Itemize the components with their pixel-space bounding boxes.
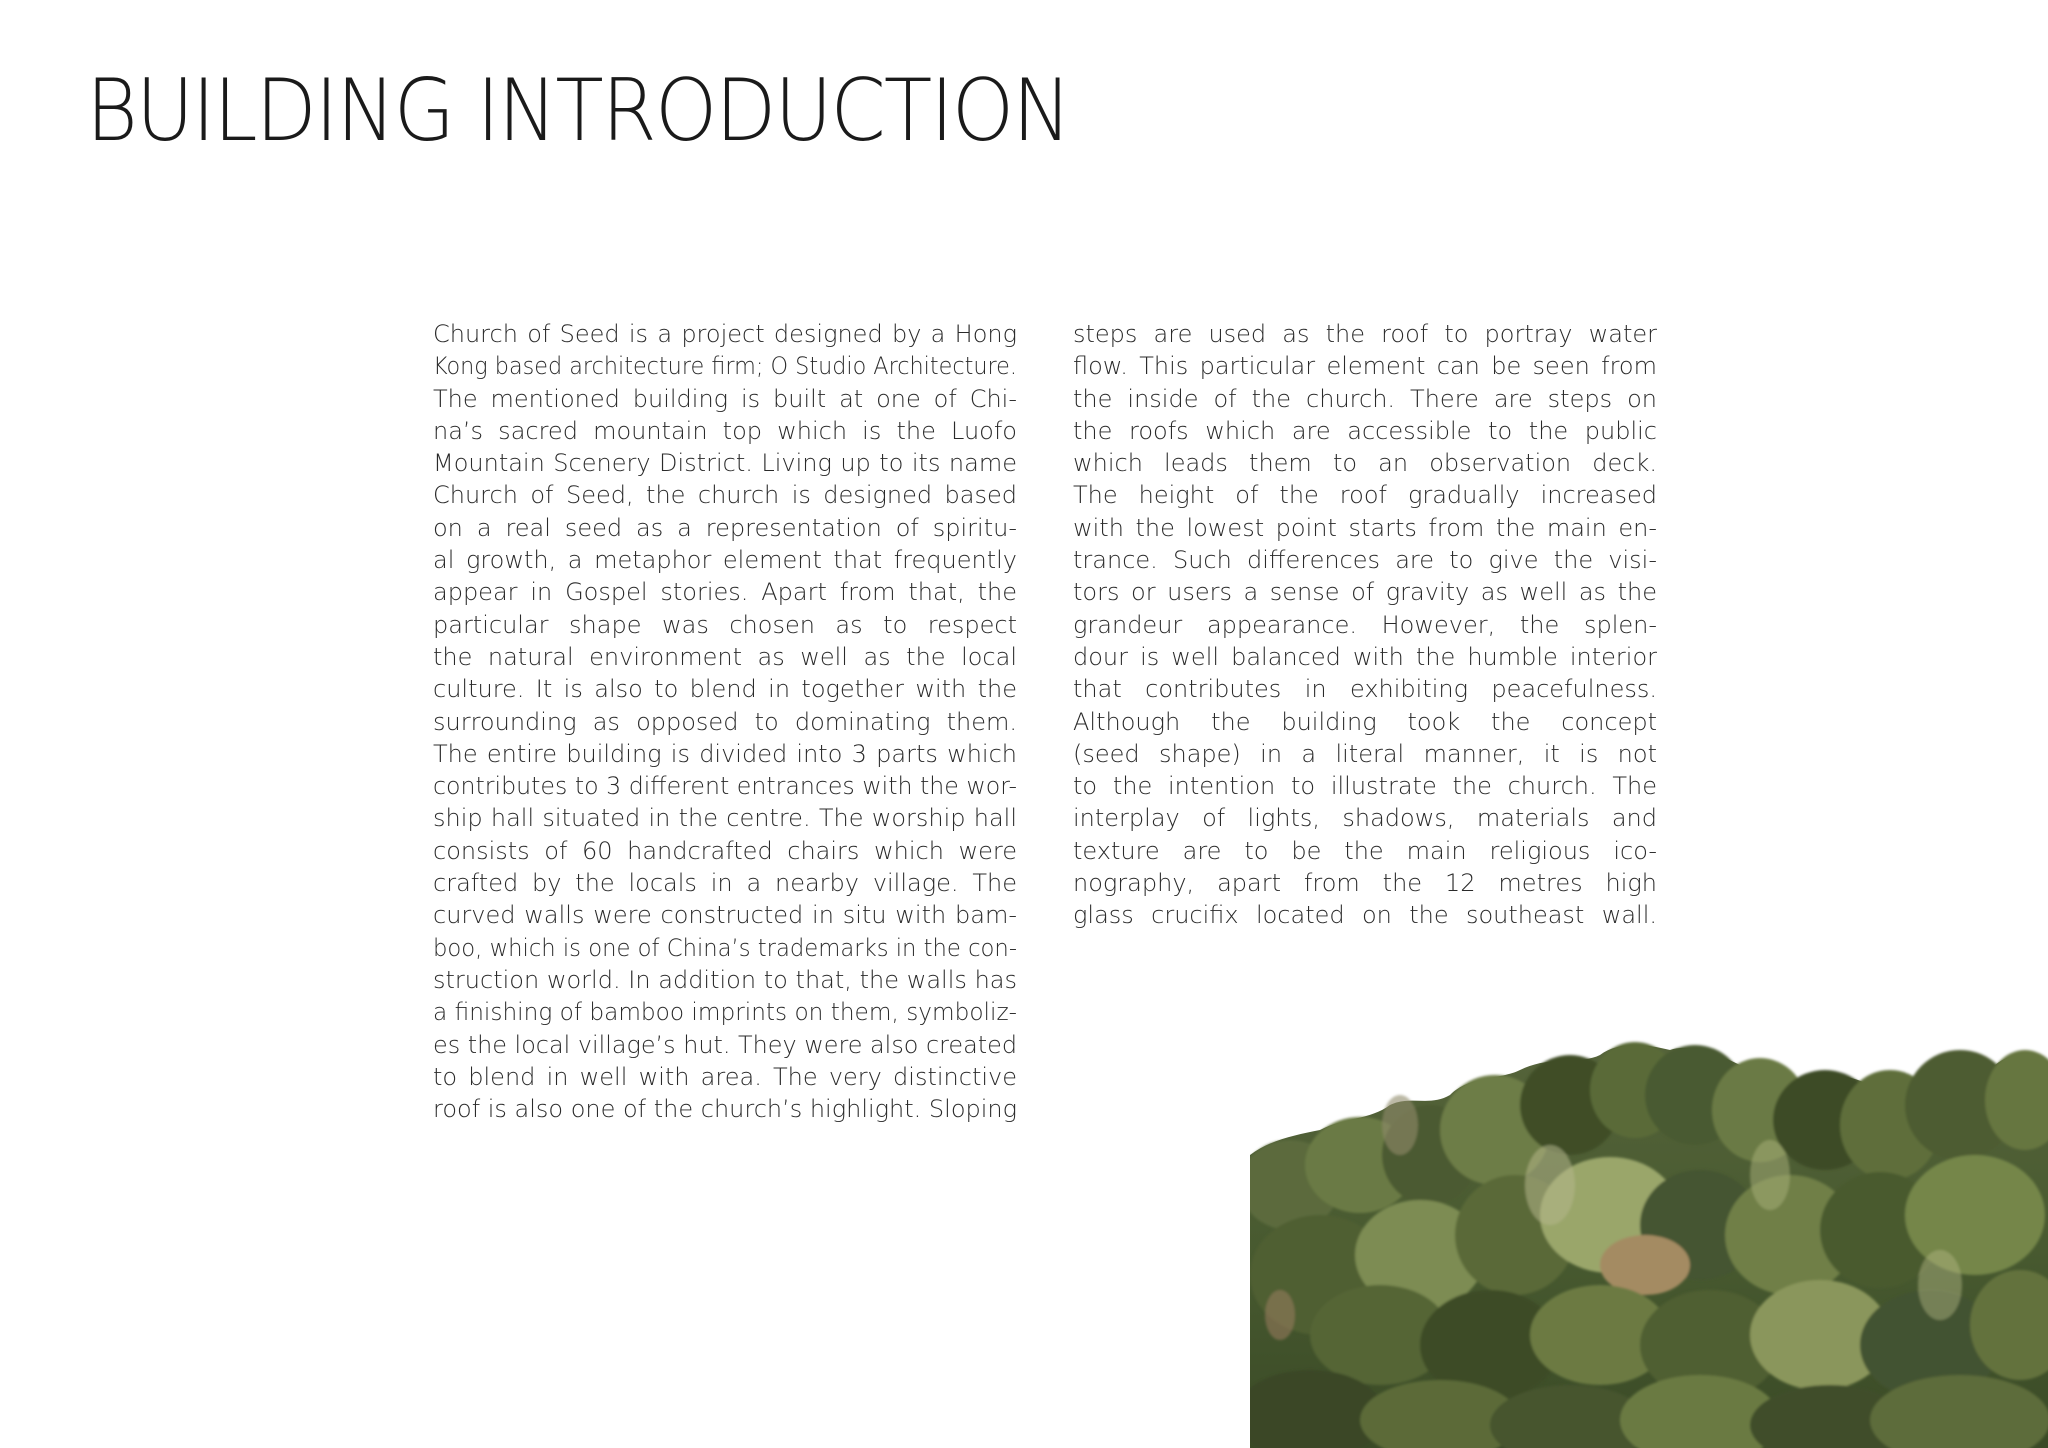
- text-line: culture. It is also to blend in together with the: [433, 675, 1017, 704]
- body-text-column-left: [433, 318, 1017, 1125]
- text-line: The mentioned building is built at one of Chi-: [433, 384, 1017, 413]
- text-line: steps are used as the roof to portray water: [1073, 320, 1657, 348]
- text-line: Mountain Scenery District. Living up to its name: [433, 449, 1017, 478]
- text-line: dour is well balanced with the humble interior: [1073, 642, 1657, 671]
- text-line: ship hall situated in the centre. The worship hall: [433, 804, 1017, 833]
- text-line: nography, apart from the 12 metres high: [1073, 869, 1657, 898]
- body-text-column-right: [1073, 318, 1657, 932]
- text-line: crafted by the locals in a nearby village. The: [433, 869, 1017, 898]
- text-line: boo, which is one of China’s trademarks in the con-: [433, 933, 1017, 962]
- text-line: the natural environment as well as the local: [433, 642, 1017, 671]
- text-line: the roofs which are accessible to the public: [1073, 416, 1657, 445]
- text-line: Church of Seed is a project designed by a Hong: [433, 320, 1017, 348]
- text-line: consists of 60 handcrafted chairs which were: [433, 836, 1017, 865]
- text-line: na’s sacred mountain top which is the Luofo: [433, 416, 1017, 445]
- forest-image: [1250, 1035, 2048, 1448]
- text-line: a finishing of bamboo imprints on them, symboliz-: [433, 998, 1017, 1027]
- hillside-photo: [1250, 1035, 2048, 1448]
- text-line: the inside of the church. There are steps on: [1073, 384, 1657, 413]
- text-line: curved walls were constructed in situ with bam-: [433, 901, 1017, 930]
- text-line: The height of the roof gradually increased: [1073, 481, 1657, 510]
- text-line: that contributes in exhibiting peacefulness.: [1073, 675, 1657, 704]
- text-line: appear in Gospel stories. Apart from that, the: [433, 578, 1017, 607]
- text-line: Church of Seed, the church is designed based: [433, 481, 1017, 510]
- text-line: to the intention to illustrate the church. The: [1073, 772, 1657, 801]
- text-line: al growth, a metaphor element that frequently: [433, 546, 1017, 575]
- text-line: particular shape was chosen as to respect: [433, 610, 1017, 639]
- text-line: which leads them to an observation deck.: [1073, 449, 1657, 478]
- text-line: to blend in well with area. The very distinctive: [433, 1062, 1017, 1091]
- text-line: roof is also one of the church’s highlight. Sloping: [433, 1095, 1017, 1124]
- text-line: texture are to be the main religious ico-: [1073, 836, 1657, 865]
- text-line: The entire building is divided into 3 parts which: [433, 739, 1017, 768]
- text-line: Kong based architecture firm; O Studio Architecture.: [433, 352, 1017, 381]
- text-line: on a real seed as a representation of spiritu-: [433, 513, 1017, 542]
- text-line: tors or users a sense of gravity as well as the: [1073, 578, 1657, 607]
- page-title: BUILDING INTRODUCTION: [86, 61, 1070, 161]
- text-line: with the lowest point starts from the main en-: [1073, 513, 1657, 542]
- text-line: es the local village’s hut. They were also created: [433, 1030, 1017, 1059]
- text-line: trance. Such differences are to give the visi-: [1073, 546, 1657, 575]
- text-line: struction world. In addition to that, the walls has: [433, 965, 1017, 994]
- text-line: glass crucifix located on the southeast wall.: [1073, 901, 1657, 930]
- text-line: Although the building took the concept: [1073, 707, 1657, 736]
- text-line: interplay of lights, shadows, materials and: [1073, 804, 1657, 833]
- text-line: flow. This particular element can be seen from: [1073, 352, 1657, 381]
- text-line: surrounding as opposed to dominating them.: [433, 707, 1017, 736]
- text-line: grandeur appearance. However, the splen-: [1073, 610, 1657, 639]
- text-line: (seed shape) in a literal manner, it is not: [1073, 739, 1657, 768]
- text-line: contributes to 3 different entrances with the wor-: [433, 772, 1017, 801]
